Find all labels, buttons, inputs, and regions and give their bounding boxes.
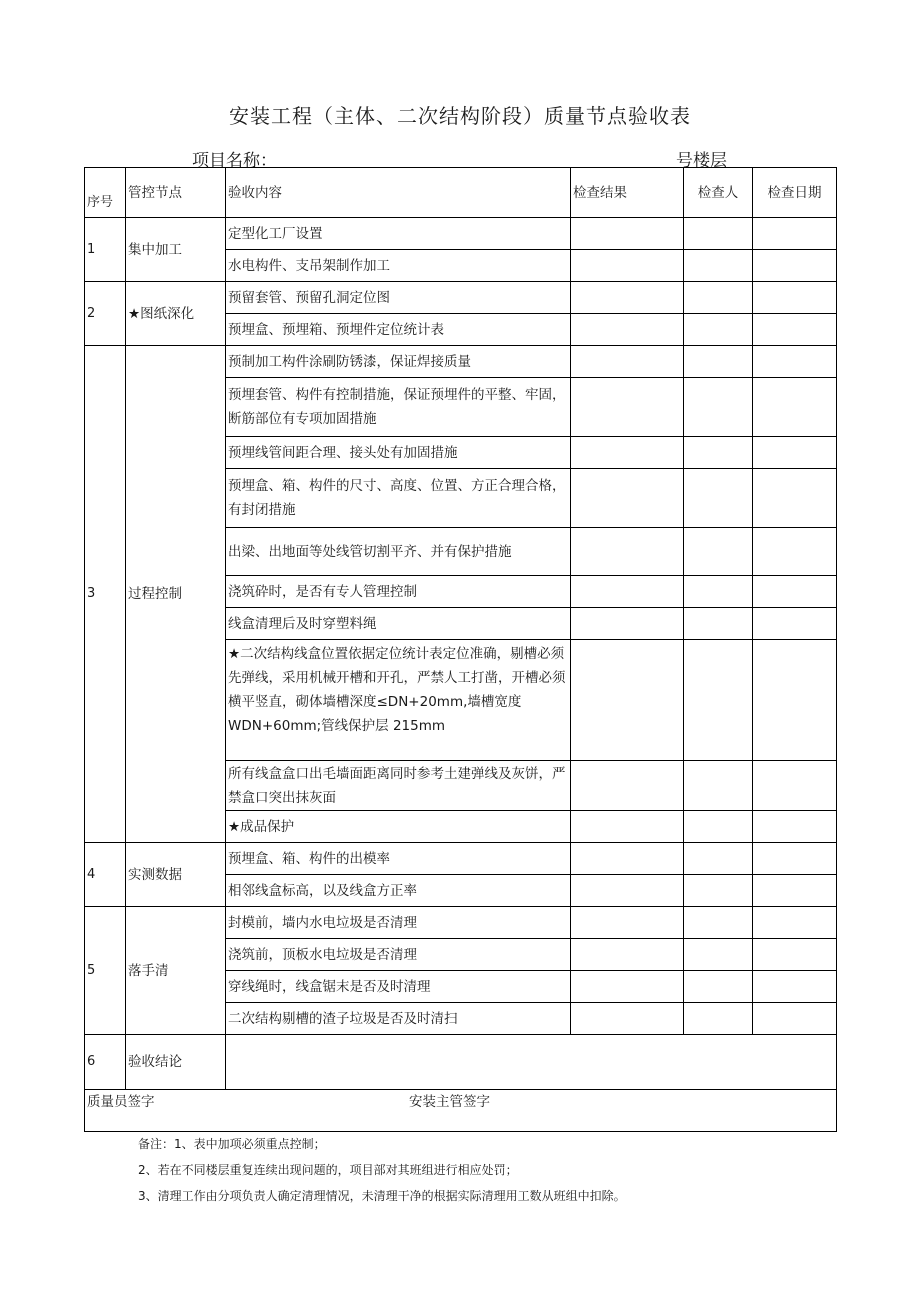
install-sign-label: 安装主管签字 — [409, 1094, 490, 1110]
result-cell[interactable] — [571, 608, 684, 640]
table-row — [85, 843, 837, 875]
conclusion-row — [85, 1035, 837, 1090]
seq-cell: 4 — [85, 843, 126, 907]
inspector-cell[interactable] — [684, 576, 753, 608]
date-cell[interactable] — [753, 1003, 837, 1035]
content-cell: 预制加工构件涂刷防锈漆，保证焊接质量 — [226, 346, 571, 378]
header-content: 验收内容 — [226, 168, 571, 218]
node-cell: 实测数据 — [126, 843, 226, 907]
date-cell[interactable] — [753, 378, 837, 437]
header-seq: 序号 — [85, 168, 126, 218]
content-cell: 所有线盒盒口出毛墙面距离同时参考土建弹线及灰饼，严禁盒口突出抹灰面 — [226, 761, 571, 811]
result-cell[interactable] — [571, 576, 684, 608]
inspection-table — [84, 167, 837, 1132]
inspector-cell[interactable] — [684, 761, 753, 811]
inspector-cell[interactable] — [684, 608, 753, 640]
seq-cell: 3 — [85, 346, 126, 843]
date-cell[interactable] — [753, 761, 837, 811]
result-cell[interactable] — [571, 378, 684, 437]
content-cell: 穿线绳时，线盒锯末是否及时清理 — [226, 971, 571, 1003]
inspector-cell[interactable] — [684, 250, 753, 282]
date-cell[interactable] — [753, 437, 837, 469]
result-cell[interactable] — [571, 437, 684, 469]
date-cell[interactable] — [753, 811, 837, 843]
date-cell[interactable] — [753, 608, 837, 640]
result-cell[interactable] — [571, 971, 684, 1003]
result-cell[interactable] — [571, 875, 684, 907]
result-cell[interactable] — [571, 346, 684, 378]
date-cell[interactable] — [753, 971, 837, 1003]
result-cell[interactable] — [571, 1003, 684, 1035]
result-cell[interactable] — [571, 640, 684, 761]
signature-row — [85, 1090, 837, 1132]
content-cell: 封模前，墙内水电垃圾是否清理 — [226, 907, 571, 939]
content-cell: 预埋盒、箱、构件的尺寸、高度、位置、方正合理合格，有封闭措施 — [226, 469, 571, 528]
inspector-cell[interactable] — [684, 971, 753, 1003]
inspector-cell[interactable] — [684, 378, 753, 437]
content-cell: 预埋盒、箱、构件的出模率 — [226, 843, 571, 875]
result-cell[interactable] — [571, 528, 684, 576]
inspector-cell[interactable] — [684, 528, 753, 576]
result-cell[interactable] — [571, 469, 684, 528]
node-cell: 过程控制 — [126, 346, 226, 843]
date-cell[interactable] — [753, 576, 837, 608]
header-result: 检查结果 — [571, 168, 684, 218]
table-row — [85, 218, 837, 250]
content-cell: 浇筑前，顶板水电垃圾是否清理 — [226, 939, 571, 971]
result-cell[interactable] — [571, 907, 684, 939]
content-cell: 线盒清理后及时穿塑料绳 — [226, 608, 571, 640]
result-cell[interactable] — [571, 218, 684, 250]
header-row — [85, 168, 837, 218]
note-3: 3、清理工作由分项负责人确定清理情况，未清理干净的根据实际清理用工数从班组中扣除。 — [138, 1189, 626, 1203]
result-cell[interactable] — [571, 811, 684, 843]
inspector-cell[interactable] — [684, 875, 753, 907]
inspector-cell[interactable] — [684, 346, 753, 378]
content-cell: 浇筑砕时，是否有专人管理控制 — [226, 576, 571, 608]
date-cell[interactable] — [753, 640, 837, 761]
result-cell[interactable] — [571, 314, 684, 346]
header-date: 检查日期 — [753, 168, 837, 218]
note-1: 备注：1、表中加项必须重点控制； — [138, 1137, 326, 1151]
table-row — [85, 346, 837, 378]
result-cell[interactable] — [571, 250, 684, 282]
content-cell: 出梁、出地面等处线管切割平齐、并有保护措施 — [226, 528, 571, 576]
table-row — [85, 907, 837, 939]
seq-cell: 1 — [85, 218, 126, 282]
seq-cell: 6 — [85, 1035, 126, 1090]
content-cell: 水电构件、支吊架制作加工 — [226, 250, 571, 282]
form-title: 安装工程（主体、二次结构阶段）质量节点验收表 — [229, 104, 691, 128]
inspector-cell[interactable] — [684, 1003, 753, 1035]
inspector-cell[interactable] — [684, 314, 753, 346]
notes — [138, 1131, 626, 1209]
date-cell[interactable] — [753, 469, 837, 528]
date-cell[interactable] — [753, 843, 837, 875]
header-inspector: 检查人 — [684, 168, 753, 218]
inspector-cell[interactable] — [684, 811, 753, 843]
content-cell: 预埋线管间距合理、接头处有加固措施 — [226, 437, 571, 469]
content-cell: 相邻线盒标高，以及线盒方正率 — [226, 875, 571, 907]
inspector-cell[interactable] — [684, 939, 753, 971]
date-cell[interactable] — [753, 528, 837, 576]
date-cell[interactable] — [753, 250, 837, 282]
result-cell[interactable] — [571, 761, 684, 811]
inspector-cell[interactable] — [684, 469, 753, 528]
inspector-cell[interactable] — [684, 282, 753, 314]
node-cell: 集中加工 — [126, 218, 226, 282]
inspector-cell[interactable] — [684, 907, 753, 939]
inspector-cell[interactable] — [684, 437, 753, 469]
inspector-cell[interactable] — [684, 843, 753, 875]
node-cell: 落手清 — [126, 907, 226, 1035]
content-cell: 二次结构剔槽的渣子垃圾是否及时清扫 — [226, 1003, 571, 1035]
node-cell: 验收结论 — [126, 1035, 226, 1090]
result-cell[interactable] — [571, 843, 684, 875]
note-2: 2、若在不同楼层重复连续出现问题的，项目部对其班组进行相应处罚； — [138, 1163, 518, 1177]
quality-sign-label: 质量员签字 — [87, 1094, 155, 1110]
result-cell[interactable] — [571, 282, 684, 314]
conclusion-input[interactable] — [226, 1035, 837, 1090]
date-cell[interactable] — [753, 939, 837, 971]
node-cell: ★图纸深化 — [126, 282, 226, 346]
inspector-cell[interactable] — [684, 218, 753, 250]
table-row — [85, 282, 837, 314]
date-cell[interactable] — [753, 314, 837, 346]
date-cell[interactable] — [753, 875, 837, 907]
seq-cell: 5 — [85, 907, 126, 1035]
seq-cell: 2 — [85, 282, 126, 346]
content-cell: ★成品保护 — [226, 811, 571, 843]
content-cell: 预留套管、预留孔洞定位图 — [226, 282, 571, 314]
content-cell: ★二次结构线盒位置依据定位统计表定位准确，剔槽必须先弹线，采用机械开槽和开孔，严禁人工打凿，开槽必须横平竖直，砌体墙槽深度≤DN+20mm,墙槽宽度 WDN+60mm;管线保护层 215mm — [226, 640, 571, 761]
inspector-cell[interactable] — [684, 640, 753, 761]
content-cell: 定型化工厂设置 — [226, 218, 571, 250]
date-cell[interactable] — [753, 282, 837, 314]
date-cell[interactable] — [753, 907, 837, 939]
header-node: 管控节点 — [126, 168, 226, 218]
content-cell: 预埋套管、构件有控制措施，保证预埋件的平整、牢固，断筋部位有专项加固措施 — [226, 378, 571, 437]
result-cell[interactable] — [571, 939, 684, 971]
floor-label: 号楼层 — [676, 151, 727, 171]
date-cell[interactable] — [753, 346, 837, 378]
signature-cell[interactable] — [85, 1090, 837, 1132]
project-name-label: 项目名称： — [192, 151, 277, 171]
content-cell: 预埋盒、预埋箱、预埋件定位统计表 — [226, 314, 571, 346]
date-cell[interactable] — [753, 218, 837, 250]
